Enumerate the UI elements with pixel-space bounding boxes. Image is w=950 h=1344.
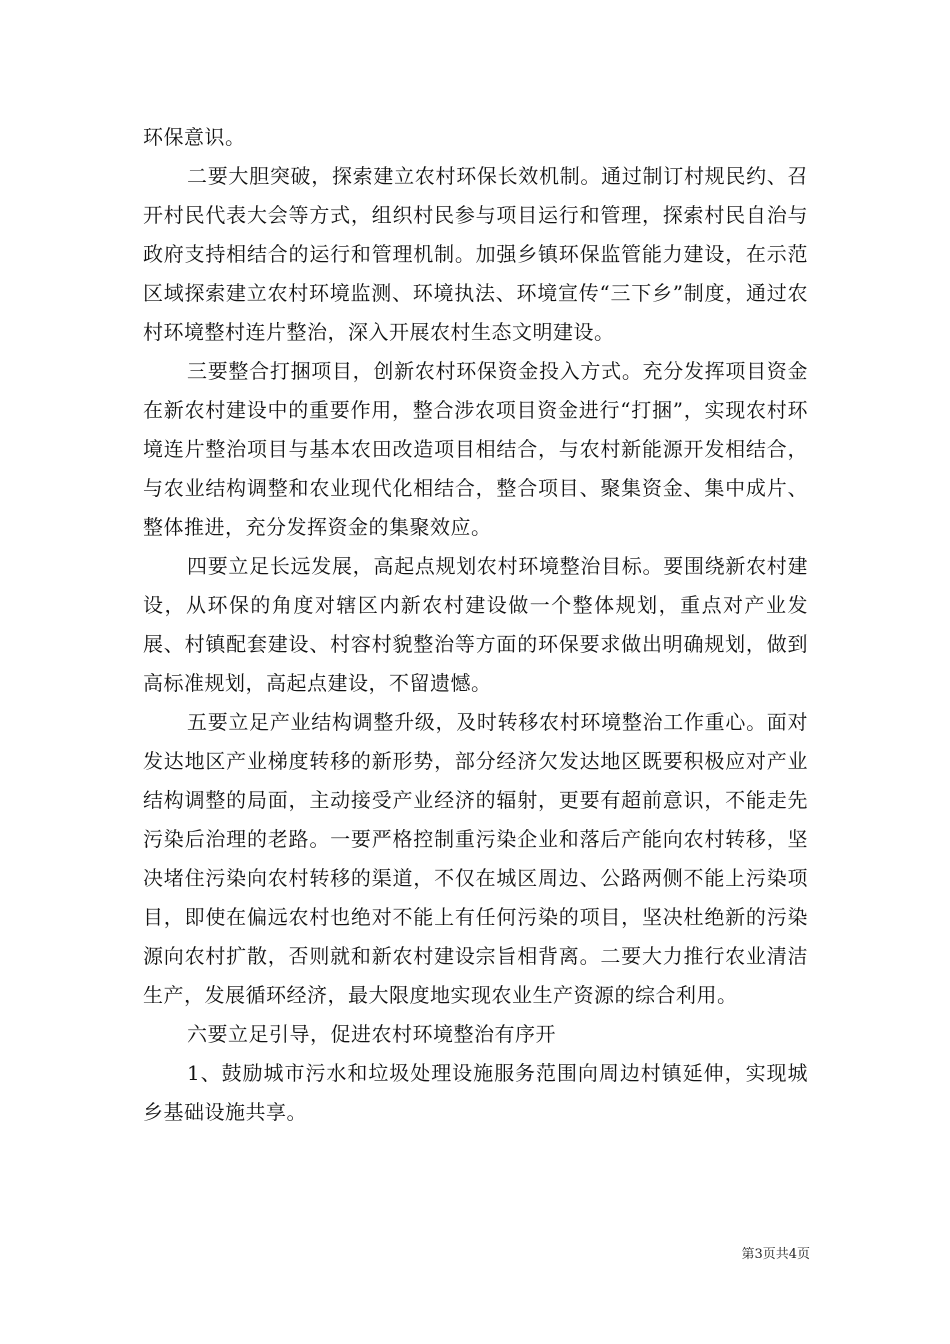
- paragraph-point-two: 二要大胆突破，探索建立农村环保长效机制。通过制订村规民约、召开村民代表大会等方式，组织村民参与项目运行和管理，探索村民自治与政府支持相结合的运行和管理机制。加强乡镇环保监管能力建设，在示范区域探索建立农村环境监测、环境执法、环境宣传“三下乡”制度，通过农村环境整村连片整治，深入开展农村生态文明建设。: [143, 164, 808, 344]
- paragraph-item-one: 1、鼓励城市污水和垃圾处理设施服务范围向周边村镇延伸，实现城乡基础设施共享。: [143, 1061, 808, 1124]
- paragraph-point-six: 六要立足引导，促进农村环境整治有序开: [187, 1022, 556, 1046]
- paragraph-point-five: 五要立足产业结构调整升级，及时转移农村环境整治工作重心。面对发达地区产业梯度转移的新形势，部分经济欠发达地区既要积极应对产业结构调整的局面，主动接受产业经济的辐射，更要有超前意识，不能走先污染后治理的老路。一要严格控制重污染企业和落后产能向农村转移，坚决堵住污染向农村转移的渠道，不仅在城区周边、公路两侧不能上污染项目，即使在偏远农村也绝对不能上有任何污染的项目，坚决杜绝新的污染源向农村扩散，否则就和新农村建设宗旨相背离。二要大力推行农业清洁生产，发展循环经济，最大限度地实现农业生产资源的综合利用。: [143, 710, 808, 1007]
- paragraph-point-four: 四要立足长远发展，高起点规划农村环境整治目标。要围绕新农村建设，从环保的角度对辖区内新农村建设做一个整体规划，重点对产业发展、村镇配套建设、村容村貌整治等方面的环保要求做出明确规划，做到高标准规划，高起点建设，不留遗憾。: [143, 554, 808, 695]
- page-number-footer: 第3页共4页: [741, 1247, 810, 1262]
- paragraph-point-three: 三要整合打捆项目，创新农村环保资金投入方式。充分发挥项目资金在新农村建设中的重要作用，整合涉农项目资金进行“打捆”，实现农村环境连片整治项目与基本农田改造项目相结合，与农村新能源开发相结合，与农业结构调整和农业现代化相结合，整合项目、聚集资金、集中成片、整体推进，充分发挥资金的集聚效应。: [143, 359, 808, 539]
- document-body: [143, 118, 808, 1132]
- paragraph-continuation: 环保意识。: [143, 125, 246, 149]
